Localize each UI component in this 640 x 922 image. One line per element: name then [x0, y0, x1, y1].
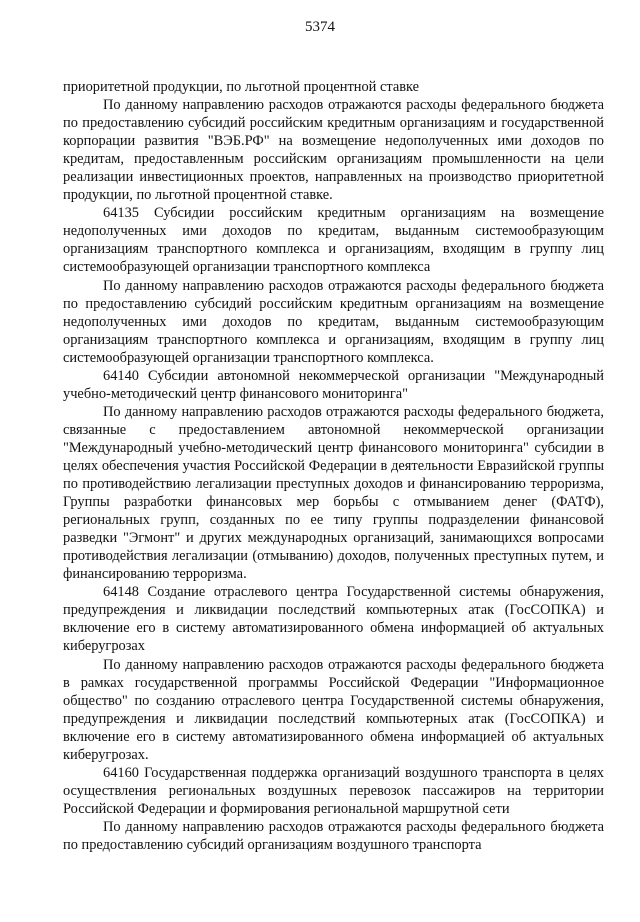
- paragraph-description: По данному направлению расходов отражаются расходы федерального бюджета по предоставлению субсидий российским кредитным организациям и государственной корпорации развития "ВЭБ.РФ" на возмещение недополученных ими доходов по кредитам, предоставленным российским организациям промышленности на цели реализации инвестиционных проектов, направленных на производство приоритетной продукции, по льготной процентной ставке.: [63, 97, 604, 204]
- paragraph-code-heading: 64140 Субсидии автономной некоммерческой организации "Международный учебно-методический центр финансового мониторинга": [63, 367, 604, 402]
- paragraph-code-heading: 64135 Субсидии российским кредитным организациям на возмещение недополученных ими доходов по кредитам, выданным системообразующим организациям транспортного комплекса и организациям, входящим в группу лиц системообразующей организации транспортного комплекса: [63, 205, 604, 276]
- paragraph-description: По данному направлению расходов отражаются расходы федерального бюджета по предоставлению субсидий российским кредитным организациям на возмещение недополученных ими доходов по кредитам, выданным системообразующим организациям транспортного комплекса и организациям, входящим в группу лиц системообразующей организации транспортного комплекса.: [63, 277, 604, 366]
- paragraph-code-heading: 64148 Создание отраслевого центра Государственной системы обнаружения, предупреждения и ликвидации последствий компьютерных атак (ГосСОПКА) и включение его в систему автоматизированного обмена информацией об актуальных киберугрозах: [63, 584, 604, 655]
- paragraph-description: По данному направлению расходов отражаются расходы федерального бюджета в рамках государственной программы Российской Федерации "Информационное общество" по созданию отраслевого центра Государственной системы обнаружения, предупреждения и ликвидации последствий компьютерных атак (ГосСОПКА) и включение его в систему автоматизированного обмена информацией об актуальных киберугрозах.: [63, 656, 604, 763]
- paragraph-description: По данному направлению расходов отражаются расходы федерального бюджета, связанные с предоставлением автономной некоммерческой организации "Международный учебно-методический центр финансового мониторинга" субсидии в целях обеспечения участия Российской Федерации в деятельности Евразийской группы по противодействию легализации преступных доходов и финансированию терроризма, Группы разработки финансовых мер борьбы с отмыванием денег (ФАТФ), региональных групп, созданных по ее типу группы подразделении финансовой разведки "Эгмонт" и других международных организаций, занимающихся вопросами противодействия легализации (отмыванию) доходов, полученных преступных путем, и финансированию терроризма.: [63, 403, 604, 583]
- paragraph-continuation: приоритетной продукции, по льготной процентной ставке: [63, 79, 420, 95]
- paragraph-code-heading: 64160 Государственная поддержка организаций воздушного транспорта в целях осуществления региональных воздушных перевозок пассажиров на территории Российской Федерации и формирования региональной маршрутной сети: [63, 764, 604, 817]
- page-number: 5374: [305, 19, 335, 35]
- paragraph-description: По данному направлению расходов отражаются расходы федерального бюджета по предоставлению субсидий организациям воздушного транспорта: [63, 818, 604, 853]
- document-body: [63, 78, 604, 854]
